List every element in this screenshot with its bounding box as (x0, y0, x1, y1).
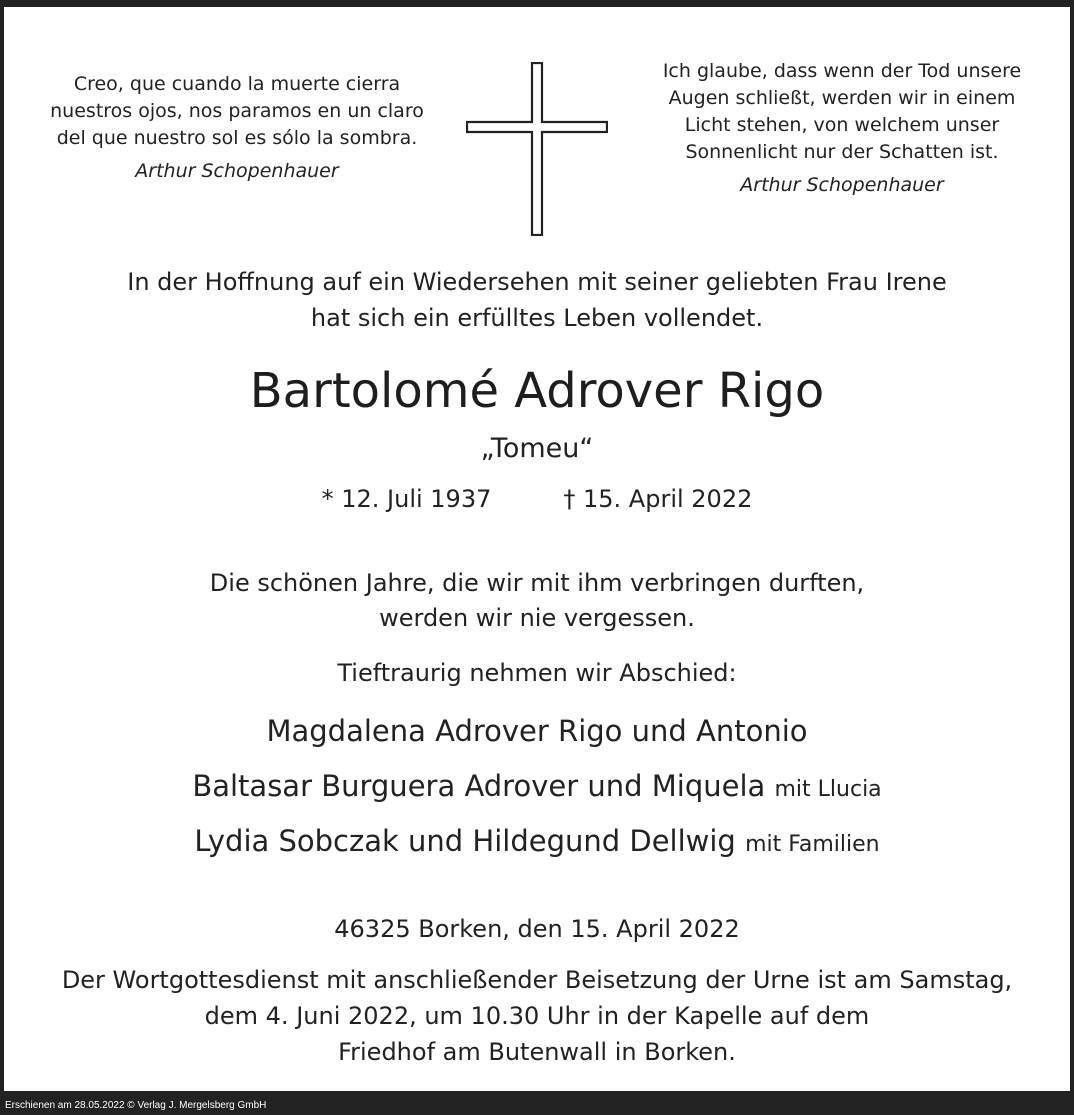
cross-icon (466, 62, 608, 236)
quote-spanish (40, 71, 434, 185)
memory-line: werden wir nie vergessen. (379, 604, 695, 632)
service-line: Friedhof am Butenwall in Borken. (338, 1038, 736, 1066)
birth-date: * 12. Juli 1937 (321, 485, 492, 513)
quote-spanish-line: del que nuestro sol es sólo la sombra. (56, 127, 418, 149)
memory-line: Die schönen Jahre, die wir mit ihm verbringen durften, (209, 569, 865, 597)
quote-german-author: Arthur Schopenhauer (740, 174, 944, 196)
quote-german-line: Ich glaube, dass wenn der Tod unsere (662, 60, 1022, 82)
family-suffix: mit Llucia (774, 777, 882, 802)
publication-footer: Erschienen am 28.05.2022 © Verlag J. Mergelsberg GmbH (5, 1100, 267, 1111)
family-suffix: mit Familien (745, 832, 880, 857)
quote-german (640, 58, 1044, 199)
quote-spanish-line: Creo, que cuando la muerte cierra (73, 73, 401, 95)
deceased-nickname: „Tomeu“ (480, 433, 594, 464)
quote-german-line: Licht stehen, von welchem unser (684, 114, 1000, 136)
memory-text (40, 566, 1034, 636)
death-date: † 15. April 2022 (563, 485, 753, 513)
quote-spanish-author: Arthur Schopenhauer (135, 160, 339, 182)
farewell-text: Tieftraurig nehmen wir Abschied: (337, 659, 737, 687)
service-line: dem 4. Juni 2022, um 10.30 Uhr in der Kapelle auf dem (204, 1002, 870, 1030)
service-line: Der Wortgottesdienst mit anschließender Beisetzung der Urne ist am Samstag, (61, 966, 1013, 994)
place-date: 46325 Borken, den 15. April 2022 (334, 915, 740, 943)
quote-german-line: Augen schließt, werden wir in einem (668, 87, 1016, 109)
deceased-name: Bartolomé Adrover Rigo (249, 363, 825, 419)
family-line (40, 711, 1034, 751)
family-name: Lydia Sobczak und Hildegund Dellwig (194, 824, 736, 858)
service-info (10, 962, 1064, 1070)
quote-german-line: Sonnenlicht nur der Schatten ist. (685, 141, 999, 163)
hope-text (40, 264, 1034, 336)
hope-line: In der Hoffnung auf ein Wiedersehen mit seiner geliebten Frau Irene (127, 268, 947, 296)
family-name: Baltasar Burguera Adrover und Miquela (192, 769, 766, 803)
quote-spanish-line: nuestros ojos, nos paramos en un claro (50, 100, 424, 122)
family-name: Magdalena Adrover Rigo und Antonio (266, 714, 808, 748)
life-dates (40, 482, 1034, 516)
hope-line: hat sich ein erfülltes Leben vollendet. (310, 304, 764, 332)
family-line (40, 766, 1034, 810)
family-line (40, 821, 1034, 865)
